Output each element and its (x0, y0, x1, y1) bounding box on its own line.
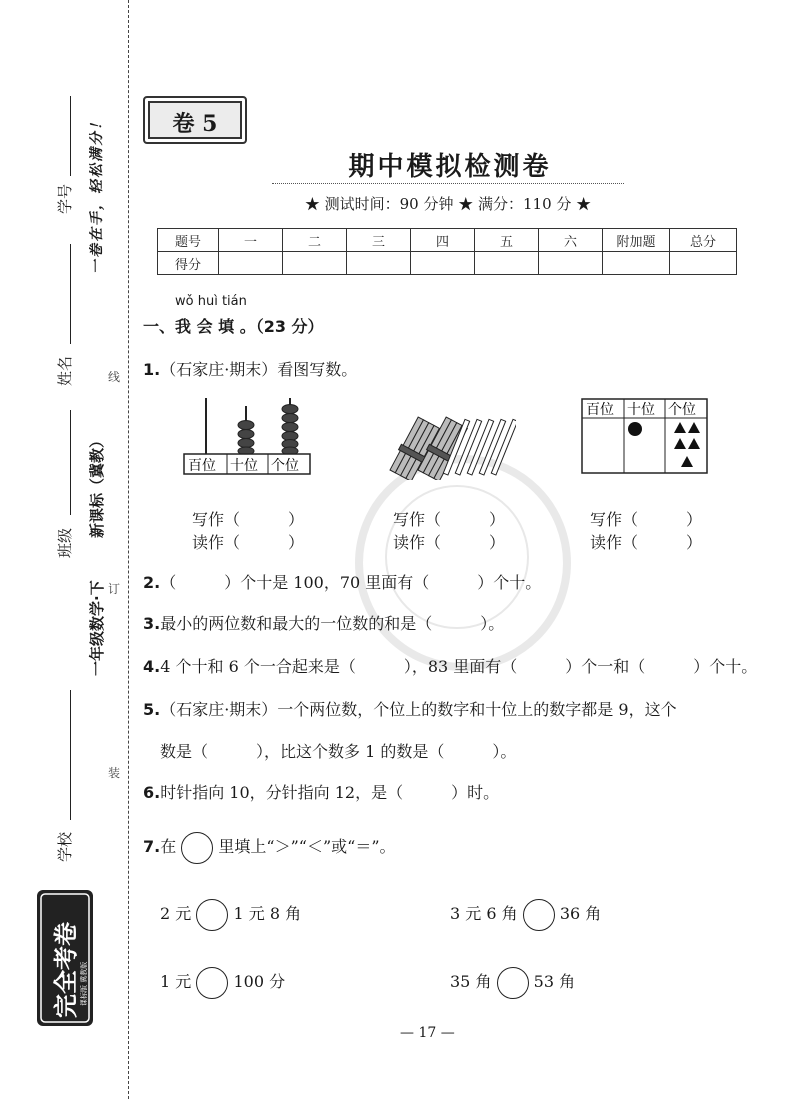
compare-right: 1 元 8 角 (233, 904, 302, 923)
question-6-text: 时针指向 10，分针指向 12，是（ ）时。 (160, 783, 500, 802)
q1b-write[interactable]: 写作（ ） (393, 510, 506, 529)
stick-bundles-figure (376, 410, 516, 480)
question-5 (143, 697, 677, 720)
score-row-label: 得分 (158, 252, 219, 275)
score-cell[interactable] (475, 252, 539, 275)
school-line (70, 690, 71, 820)
question-3-text: 最小的两位数和最大的一位数的和是（ ）。 (160, 614, 505, 633)
exam-info: ★ 测试时间：90 分钟 ★ 满分：110 分 ★ (304, 195, 592, 213)
score-col-2: 二 (283, 229, 347, 252)
page-number: — 17 — (400, 1025, 455, 1041)
score-col-4: 四 (411, 229, 475, 252)
question-7-pre: 在 (160, 837, 177, 856)
question-3-number: 3. (143, 614, 161, 633)
score-col-5: 五 (475, 229, 539, 252)
section1-pinyin: wǒ huì tián (175, 294, 247, 309)
grade-label: 一年级数学·下 (88, 580, 106, 676)
page-title: 期中模拟检测卷 (348, 152, 552, 182)
score-col-1: 一 (219, 229, 283, 252)
section1-heading: 一、我 会 填 。（23 分） (143, 317, 324, 336)
score-col-extra: 附加题 (603, 229, 670, 252)
score-table-header-row (158, 229, 737, 252)
question-1-number: 1. (143, 360, 161, 379)
q1c-read[interactable]: 读作（ ） (590, 533, 703, 552)
place-value-table-figure (581, 398, 708, 474)
binding-line (128, 0, 129, 1099)
logo-main-text: 完全考卷 (52, 922, 80, 1018)
series-label: 新课标（冀教） (88, 432, 106, 538)
compare-right: 36 角 (559, 904, 602, 923)
question-2-number: 2. (143, 573, 161, 592)
slogan: 一卷在手，轻松满分！ (89, 114, 105, 274)
question-1 (143, 357, 357, 380)
abacus-figure (182, 396, 312, 476)
compare-item-2 (450, 897, 601, 931)
abacus-label-tens: 十位 (230, 458, 258, 474)
table-header-ones: 个位 (668, 402, 696, 418)
score-cell[interactable] (539, 252, 603, 275)
question-4 (143, 654, 757, 677)
paper-number-badge (143, 96, 247, 144)
compare-left: 1 元 (160, 972, 192, 991)
table-header-hundreds: 百位 (586, 402, 614, 418)
compare-circle[interactable] (523, 899, 555, 931)
score-col-total: 总分 (670, 229, 737, 252)
q1b-read[interactable]: 读作（ ） (393, 533, 506, 552)
student-id-label: 学号 (56, 183, 74, 214)
q1c-write[interactable]: 写作（ ） (590, 510, 703, 529)
score-col-6: 六 (539, 229, 603, 252)
question-7-number: 7. (143, 837, 161, 856)
score-table (157, 228, 737, 275)
score-col-label: 题号 (158, 229, 219, 252)
question-7-post: 里填上“＞”“＜”或“＝”。 (218, 837, 396, 856)
compare-right: 53 角 (533, 972, 576, 991)
class-label: 班级 (56, 527, 74, 558)
score-cell[interactable] (603, 252, 670, 275)
score-col-3: 三 (347, 229, 411, 252)
compare-circle[interactable] (497, 967, 529, 999)
cut-mark-3: 装 (108, 766, 121, 780)
abacus-label-ones: 个位 (271, 458, 299, 474)
student-id-line (70, 96, 71, 176)
cut-mark-2: 订 (108, 582, 121, 596)
q1a-write[interactable]: 写作（ ） (192, 510, 305, 529)
compare-item-3 (160, 965, 285, 999)
score-cell[interactable] (347, 252, 411, 275)
question-6 (143, 780, 499, 803)
compare-left: 2 元 (160, 904, 192, 923)
table-header-tens: 十位 (627, 402, 655, 418)
question-4-text: 4 个十和 6 个一合起来是（ ），83 里面有（ ）个一和（ ）个十。 (160, 657, 758, 676)
sample-circle (181, 832, 213, 864)
compare-right: 100 分 (233, 972, 286, 991)
question-5-continued: 数是（ ），比这个数多 1 的数是（ ）。 (160, 742, 517, 761)
compare-circle[interactable] (196, 967, 228, 999)
score-cell[interactable] (283, 252, 347, 275)
compare-item-1 (160, 897, 301, 931)
name-line (70, 244, 71, 344)
compare-circle[interactable] (196, 899, 228, 931)
question-5-number: 5. (143, 700, 161, 719)
question-2 (143, 570, 541, 593)
question-7 (143, 830, 396, 864)
abacus-label-hundreds: 百位 (188, 458, 216, 474)
score-cell[interactable] (670, 252, 737, 275)
brand-logo (34, 888, 96, 1028)
logo-sub-text: 课标版 冀教版 (80, 961, 88, 1006)
question-3 (143, 611, 504, 634)
cut-mark-1: 线 (108, 370, 121, 384)
question-4-number: 4. (143, 657, 161, 676)
name-label: 姓名 (56, 355, 74, 386)
score-table-score-row (158, 252, 737, 275)
question-6-number: 6. (143, 783, 161, 802)
score-cell[interactable] (411, 252, 475, 275)
school-label: 学校 (56, 831, 74, 862)
question-5-line1: （石家庄·期末）一个两位数，个位上的数字和十位上的数字都是 9，这个 (160, 700, 677, 719)
question-1-text: （石家庄·期末）看图写数。 (160, 360, 358, 379)
score-cell[interactable] (219, 252, 283, 275)
question-2-text: （ ）个十是 100，70 里面有（ ）个十。 (160, 573, 542, 592)
paper-number: 卷 5 (172, 111, 218, 137)
compare-left: 35 角 (450, 972, 492, 991)
compare-left: 3 元 6 角 (450, 904, 518, 923)
class-line (70, 410, 71, 515)
title-divider (272, 183, 624, 184)
compare-item-4 (450, 965, 575, 999)
tens-counter (628, 422, 642, 436)
q1a-read[interactable]: 读作（ ） (192, 533, 305, 552)
